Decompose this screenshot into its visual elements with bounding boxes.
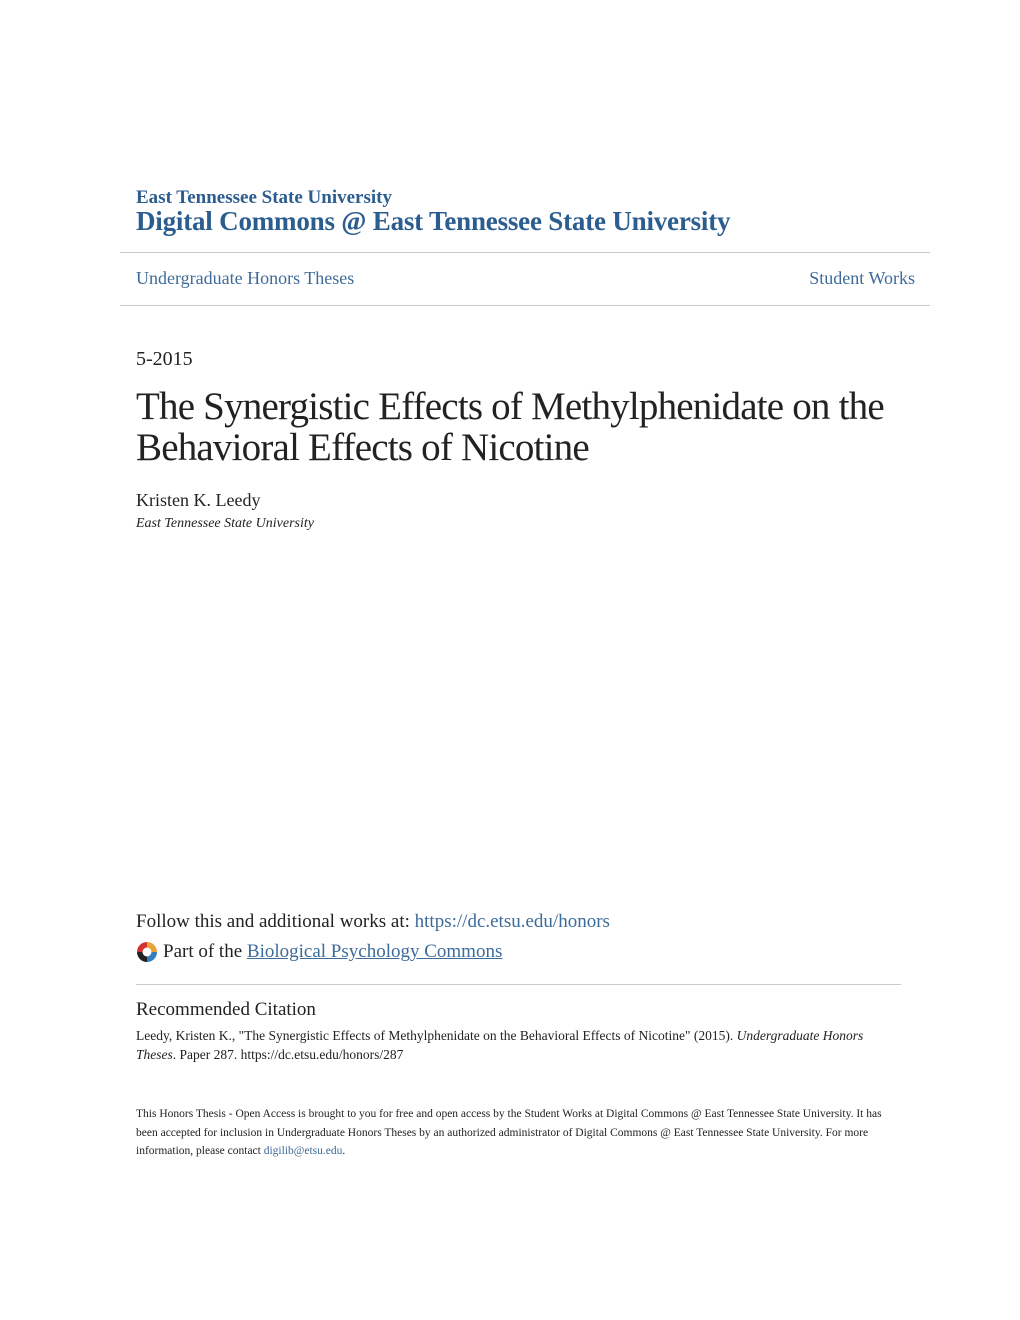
author-affiliation: East Tennessee State University (136, 516, 314, 531)
publication-date: 5-2015 (136, 348, 193, 370)
access-notice-text: This Honors Thesis - Open Access is brought to you for free and open access by the Student Works at Digital Commons @ East Tennessee State University. It has been accepted for inclusion in Undergraduate Honors Theses by an authorized administrator of Digital Commons @ East Tennessee State University. For more information, please contact (136, 1108, 882, 1157)
header-divider (120, 252, 930, 253)
citation-divider (136, 984, 901, 985)
parent-collection-link[interactable]: Student Works (809, 268, 915, 288)
citation-text (136, 1026, 896, 1064)
citation-heading: Recommended Citation (136, 999, 316, 1020)
institution-name[interactable]: East Tennessee State University (136, 187, 392, 208)
access-notice (136, 1105, 896, 1161)
follow-line (136, 911, 610, 933)
commons-link[interactable]: Biological Psychology Commons (246, 941, 503, 962)
contact-email-link[interactable]: digilib@etsu.edu (263, 1145, 343, 1157)
access-notice-end: . (342, 1145, 346, 1157)
nav-divider (120, 305, 930, 306)
collection-link[interactable]: Undergraduate Honors Theses (136, 268, 355, 288)
follow-label: Follow this and additional works at: (136, 911, 410, 932)
network-icon (136, 941, 158, 963)
paper-title: The Synergistic Effects of Methylphenidate on the Behavioral Effects of Nicotine (136, 385, 884, 469)
part-of-line (136, 941, 502, 963)
citation-tail: . Paper 287. https://dc.etsu.edu/honors/287 (172, 1047, 404, 1062)
follow-url-link[interactable]: https://dc.etsu.edu/honors (414, 911, 610, 932)
repository-name[interactable]: Digital Commons @ East Tennessee State University (136, 206, 731, 236)
author-name: Kristen K. Leedy (136, 490, 261, 510)
part-of-label: Part of the (163, 941, 243, 962)
citation-body: Leedy, Kristen K., "The Synergistic Effects of Methylphenidate on the Behavioral Effects of Nicotine" (2015). (136, 1028, 734, 1043)
citation-series: Undergraduate Honors Theses (136, 1028, 864, 1062)
